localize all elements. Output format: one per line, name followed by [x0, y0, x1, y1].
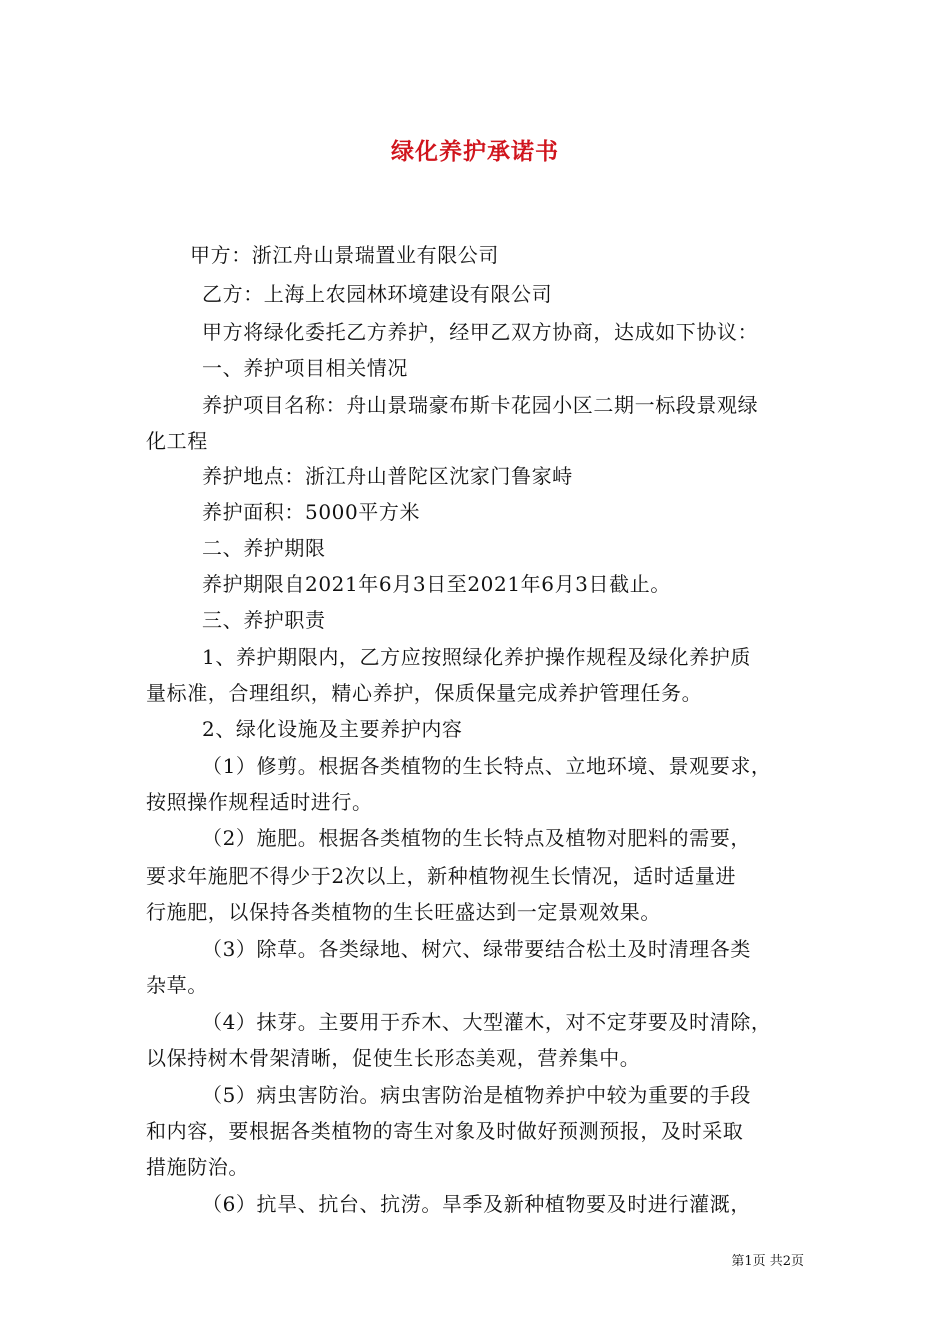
project-name-continued: 化工程	[146, 429, 208, 453]
party-a-line: 甲方：浙江舟山景瑞置业有限公司	[190, 243, 499, 267]
item-3-continued: 杂草。	[146, 973, 208, 997]
duty-2-heading: 2、绿化设施及主要养护内容	[202, 717, 463, 741]
section-heading-1: 一、养护项目相关情况	[202, 356, 408, 380]
document-title: 绿化养护承诺书	[391, 138, 559, 165]
item-5-continued-2: 措施防治。	[146, 1155, 249, 1179]
item-5-line: （5）病虫害防治。病虫害防治是植物养护中较为重要的手段	[202, 1083, 751, 1107]
item-1-continued: 按照操作规程适时进行。	[146, 790, 373, 814]
item-2-continued-1: 要求年施肥不得少于2次以上，新种植物视生长情况，适时适量进	[146, 864, 737, 888]
duty-1-continued: 量标准，合理组织，精心养护，保质保量完成养护管理任务。	[146, 681, 703, 705]
item-4-continued: 以保持树木骨架清晰，促使生长形态美观，营养集中。	[146, 1046, 641, 1070]
party-b-line: 乙方：上海上农园林环境建设有限公司	[202, 282, 553, 306]
project-name-line: 养护项目名称：舟山景瑞豪布斯卡花园小区二期一标段景观绿	[202, 393, 759, 417]
section-heading-2: 二、养护期限	[202, 536, 326, 560]
item-2-continued-2: 行施肥，以保持各类植物的生长旺盛达到一定景观效果。	[146, 900, 661, 924]
project-area-line: 养护面积：5000平方米	[202, 500, 421, 524]
item-3-line: （3）除草。各类绿地、树穴、绿带要结合松土及时清理各类	[202, 937, 751, 961]
agreement-intro: 甲方将绿化委托乙方养护，经甲乙双方协商，达成如下协议：	[202, 320, 759, 344]
item-1-line: （1）修剪。根据各类植物的生长特点、立地环境、景观要求，	[202, 754, 772, 778]
item-6-line: （6）抗旱、抗台、抗涝。旱季及新种植物要及时进行灌溉，	[202, 1192, 751, 1216]
section-heading-3: 三、养护职责	[202, 608, 326, 632]
duty-1-line: 1、养护期限内，乙方应按照绿化养护操作规程及绿化养护质	[202, 645, 751, 669]
project-location-line: 养护地点：浙江舟山普陀区沈家门鲁家峙	[202, 464, 573, 488]
item-4-line: （4）抹芽。主要用于乔木、大型灌木，对不定芽要及时清除，	[202, 1010, 772, 1034]
item-5-continued-1: 和内容，要根据各类植物的寄生对象及时做好预测预报，及时采取	[146, 1119, 744, 1143]
item-2-line: （2）施肥。根据各类植物的生长特点及植物对肥料的需要，	[202, 826, 751, 850]
page-number: 第1页 共2页	[731, 1254, 804, 1269]
period-line: 养护期限自2021年6月3日至2021年6月3日截止。	[202, 572, 671, 596]
